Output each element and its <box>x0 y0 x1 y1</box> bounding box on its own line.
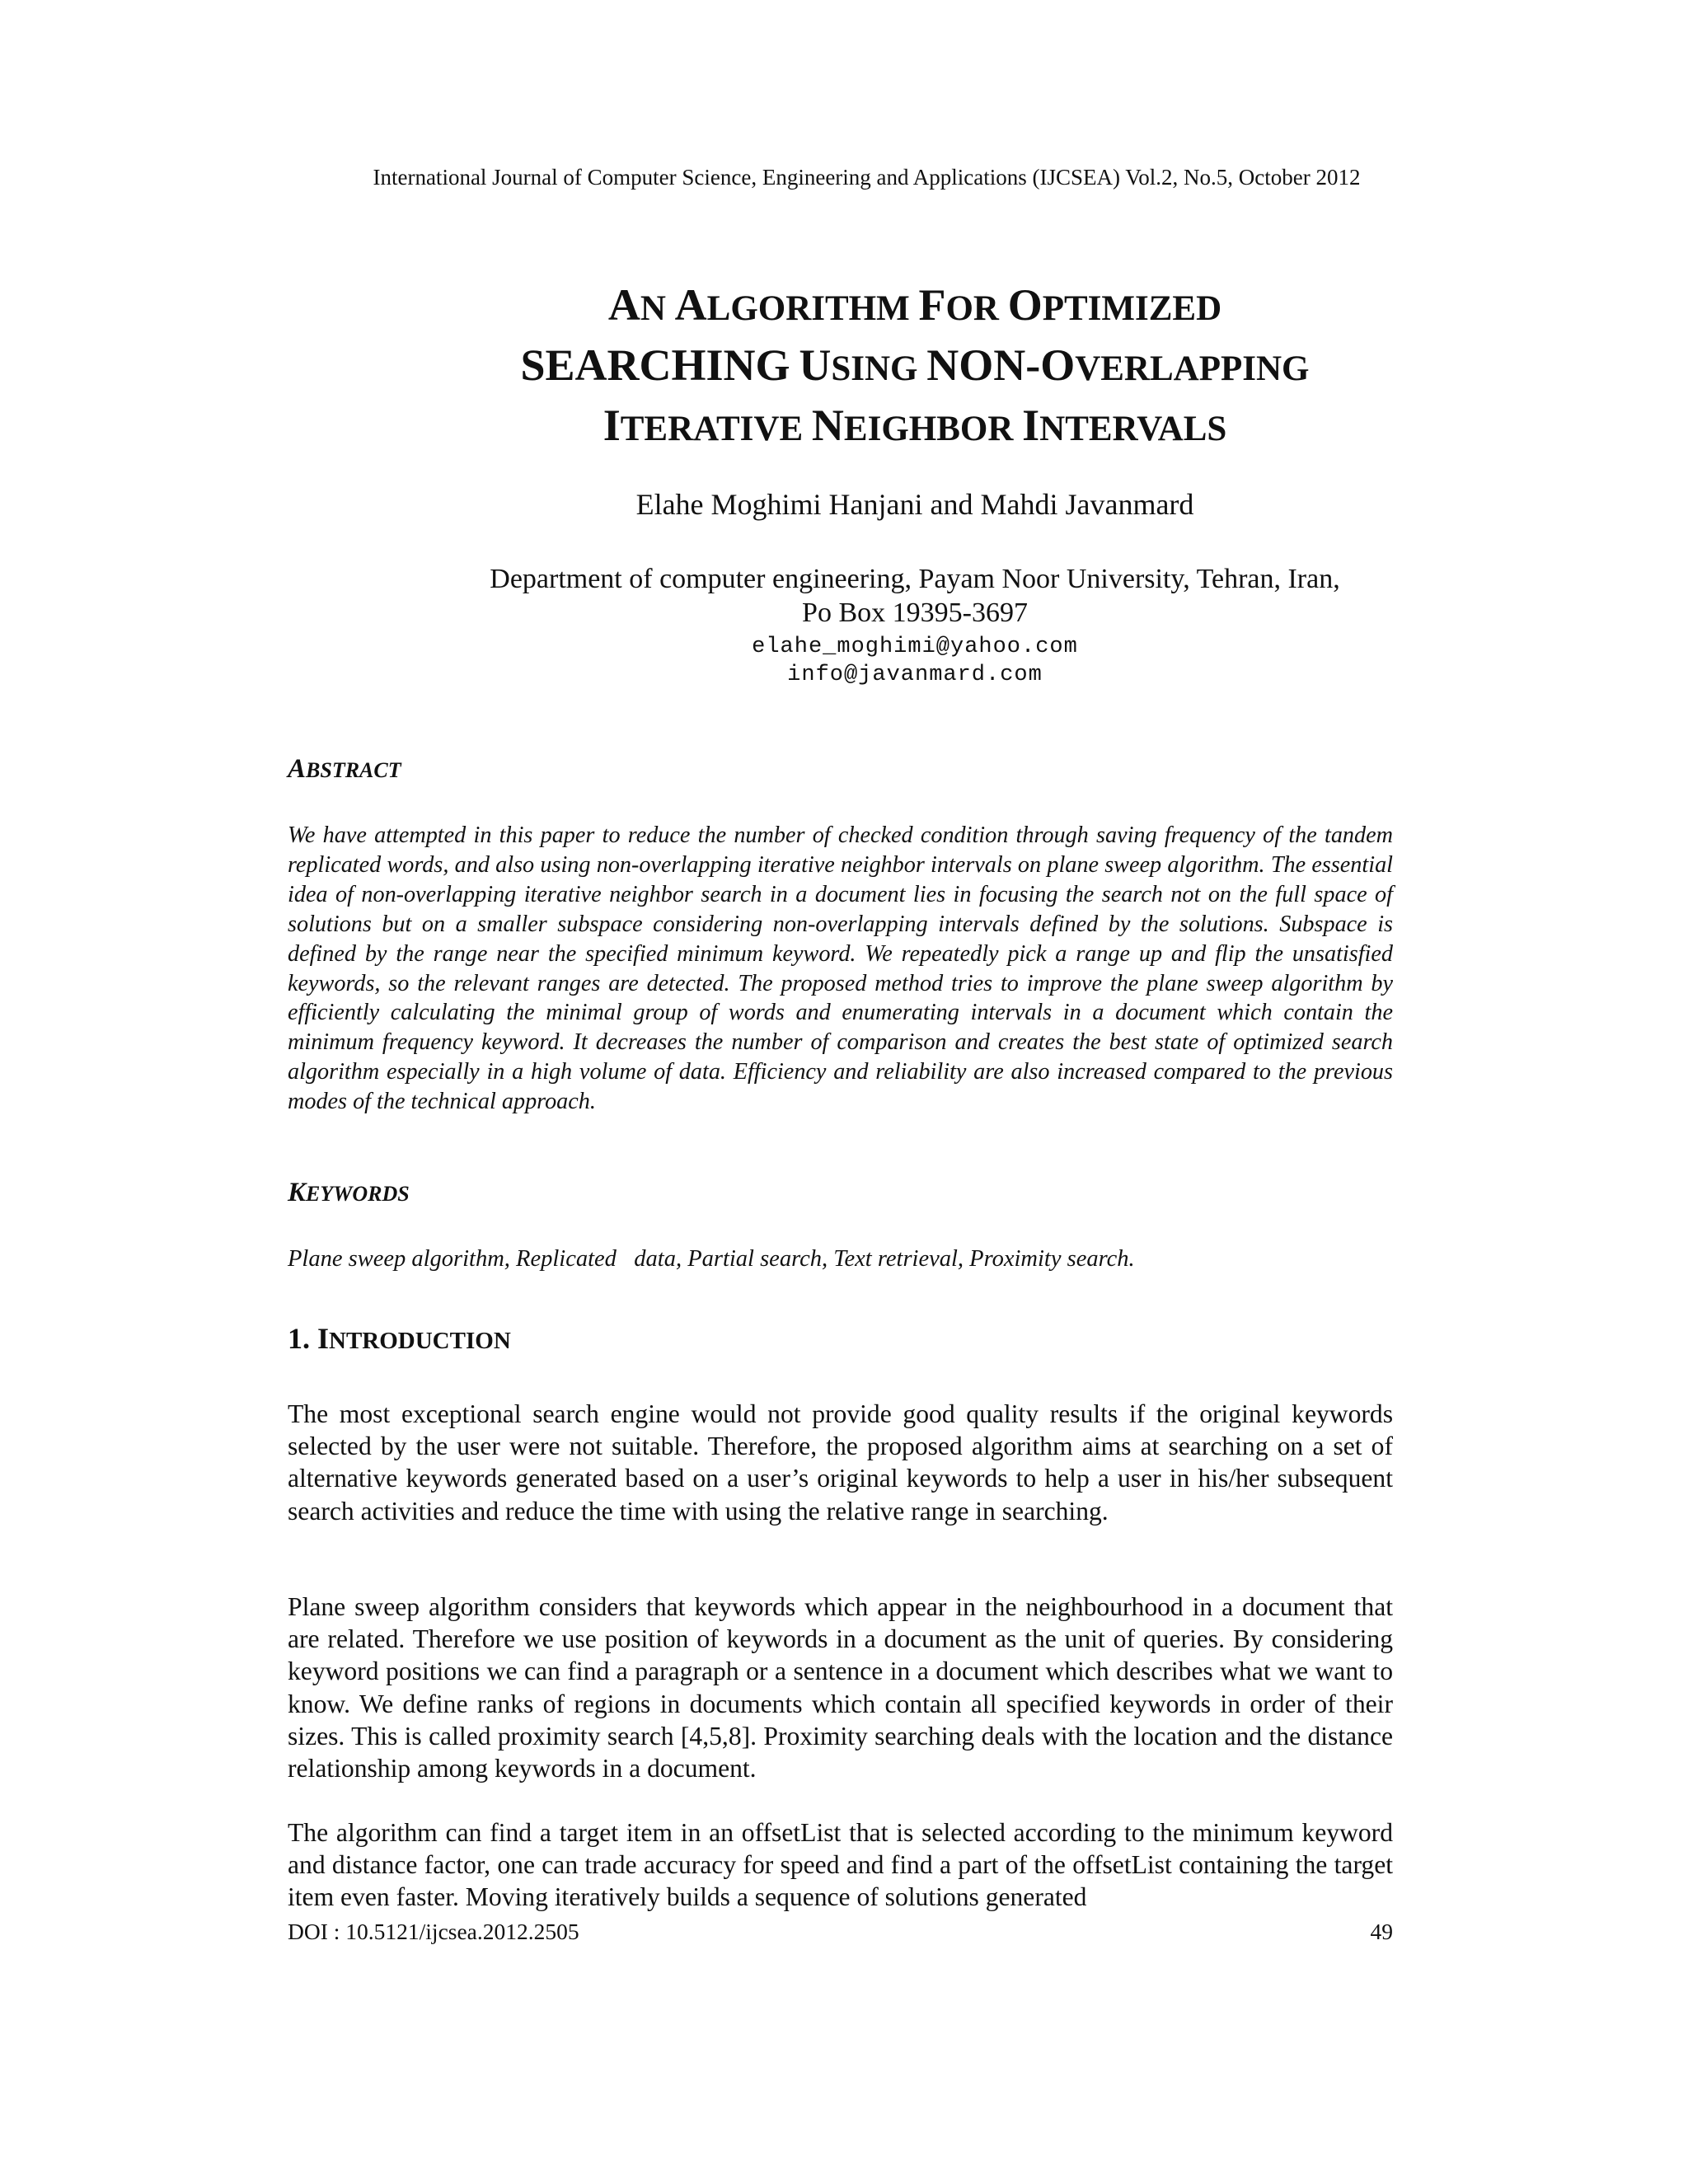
page-number: 49 <box>1370 1919 1393 1944</box>
author-affiliation <box>297 562 1533 630</box>
author-emails <box>297 633 1533 689</box>
email-1[interactable]: elahe_moghimi@yahoo.com <box>752 635 1078 659</box>
paper-title <box>297 277 1533 457</box>
introduction-heading: 1. INTRODUCTION <box>288 1322 511 1355</box>
keywords-text: Plane sweep algorithm, Replicated data, Partial search, Text retrieval, Proximity search. <box>288 1246 1135 1272</box>
title-line-3: ITERATIVE NEIGHBOR INTERVALS <box>603 401 1227 450</box>
author-names: Elahe Moghimi Hanjani and Mahdi Javanmard <box>635 488 1194 521</box>
introduction-paragraph-2: Plane sweep algorithm considers that keywords which appear in the neighbourhood in a document that are related. Therefore we use position of keywords in a document as the unit of queries. By considering keyword positions we can find a paragraph or a sentence in a document which describes what we want to know. We define ranks of regions in documents which contain all specified keywords in order of their sizes. This is called proximity search [4,5,8]. Proximity searching deals with the location and the distance relationship among keywords in a document. <box>288 1592 1393 1783</box>
title-line-2: SEARCHING USING NON-OVERLAPPING <box>520 340 1310 390</box>
introduction-paragraph-1: The most exceptional search engine would not provide good quality results if the original keywords selected by the user were not suitable. Therefore, the proposed algorithm aims at searching on a set of alternative keywords generated based on a user’s original keywords to help a user in his/her subsequent search activities and reduce the time with using the relative range in searching. <box>288 1399 1393 1526</box>
abstract-heading: ABSTRACT <box>288 754 401 784</box>
title-line-1: AN ALGORITHM FOR OPTIMIZED <box>607 280 1222 330</box>
footer-doi: DOI : 10.5121/ijcsea.2012.2505 <box>288 1919 579 1944</box>
affiliation-line-2: Po Box 19395-3697 <box>802 598 1028 628</box>
introduction-paragraph-3: The algorithm can find a target item in an offsetList that is selected according to the minimum keyword and distance factor, one can trade accuracy for speed and find a part of the offsetList containing the target item even faster. Moving iteratively builds a sequence of solutions generated <box>288 1818 1393 1912</box>
journal-running-header: International Journal of Computer Science, Engineering and Applications (IJCSEA) Vol.2, No.5, October 2012 <box>373 165 1361 190</box>
keywords-heading: KEYWORDS <box>288 1178 410 1207</box>
abstract-text: We have attempted in this paper to reduce the number of checked condition through saving frequency of the tandem replicated words, and also using non-overlapping iterative neighbor intervals on plane sweep algorithm. The essential idea of non-overlapping iterative neighbor search in a document lies in focusing the search not on the full space of solutions but on a smaller subspace considering non-overlapping intervals defined by the solutions. Subspace is defined by the range near the specified minimum keyword. We repeatedly pick a range up and flip the unsatisfied keywords, so the relevant ranges are detected. The proposed method tries to improve the plane sweep algorithm by efficiently calculating the minimal group of words and enumerating intervals in a document which contain the minimum frequency keyword. It decreases the number of comparison and creates the best state of optimized search algorithm especially in a high volume of data. Efficiency and reliability are also increased compared to the previous modes of the technical approach. <box>288 823 1393 1115</box>
email-2[interactable]: info@javanmard.com <box>787 663 1043 687</box>
affiliation-line-1: Department of computer engineering, Payam Noor University, Tehran, Iran, <box>490 564 1340 594</box>
